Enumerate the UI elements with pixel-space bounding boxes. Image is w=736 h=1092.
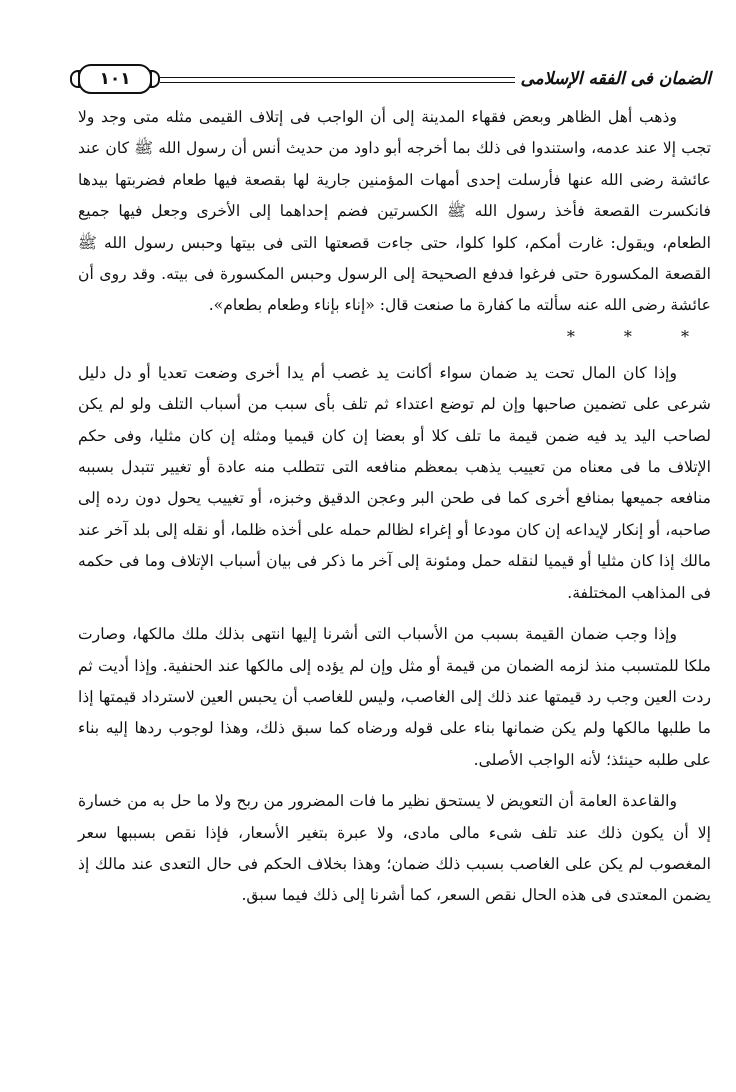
page-body [78,102,711,912]
book-title: الضمان فى الفقه الإسلامى [515,69,712,89]
running-header [78,62,711,96]
paragraph-general-rule: والقاعدة العامة أن التعويض لا يستحق نظير ما فات المضرور من ربح ولا ما حل به من خسارة إلا أن يكون ذلك عند تلف شىء مالى مادى، ولا عبرة بتغير الأسعار، فإذا نقص بسببها سعر المغصوب لم يكن على الغاصب بسبب ذلك ضمان؛ وهذا بخلاف الحكم فى حال التعدى عند مالك إذ يضمن المعتدى فى هذه الحال نقص السعر، كما أشرنا إلى ذلك فيما سبق. [78,792,711,905]
paragraph-guarantee-hand: وإذا كان المال تحت يد ضمان سواء أكانت يد غصب أم يدا أخرى وضعت تعديا أو دل دليل شرعى على تضمين صاحبها وإن لم توضع اعتداء ثم تلف بأى سبب من أسباب التلف ولو لم يكن لصاحب اليد يد فيه ضمن قيمة ما تلف كلا أو بعضا إن كان قيميا ومثله إن كان مثليا، وفى حكم الإتلاف ما فى معناه من تعييب يذهب بمعظم منافعه التى تتطلب منه عادة أو تغيير تتبدل بسببه منافعه جميعها بمنافع أخرى كما فى طحن البر وعجن الدقيق وخبزه، أو تغييب يحول دون رده إلى صاحبه، أو إنكار لإيداعه إن كان مودعا أو إغراء لظالم حمله على أخذه ظلما، أو نقله إلى بلد آخر عند مالك إذا كان مثليا أو قيميا لنقله حمل ومئونة إلى آخر ما ذكر فى بيان أسباب الإتلاف وما فى حكمه فى المذاهب المختلفة. [78,363,711,602]
paragraph-hadith: وذهب أهل الظاهر وبعض فقهاء المدينة إلى أن الواجب فى إتلاف القيمى مثله متى وجد ولا تجب إلا عند عدمه، واستندوا فى ذلك بما أخرجه أبو داود من حديث أنس أن رسول الله ﷺ كان عند عائشة رضى الله عنها فأرسلت إحدى أمهات المؤمنين جارية لها بقصعة فيها طعام فضربتها بيدها فانكسرت القصعة فأخذ رسول الله ﷺ الكسرتين فضم إحداهما إلى الأخرى وجعل فيها جميع الطعام، ويقول: غارت أمكم، كلوا كلوا، حتى جاءت قصعتها التى فى بيتها وحبس رسول الله ﷺ القصعة المكسورة حتى فرغوا فدفع الصحيحة إلى الرسول وحبس المكسورة فى بيته. وقد روى أن عائشة رضى الله عنه سألته ما كفارة ما صنعت قال: «إناء بإناء وطعام بطعام». [78,108,711,315]
page-number: ١٠١ [78,64,152,94]
section-separator: * * * [566,326,711,346]
book-page [78,62,711,922]
paragraph-value-ownership: وإذا وجب ضمان القيمة بسبب من الأسباب التى أشرنا إليها انتهى بذلك ملك مالكها، وصارت ملكا للمتسبب منذ لزمه الضمان من قيمة أو مثل وإن لم يؤده إلى مالكها عند الحنفية. وإذا أديت ثم ردت العين وجب رد قيمتها عند ذلك إلى الغاصب، وليس للغاصب أن يحبس العين لاسترداد قيمتها إذا ما طلبها مالكها ولم يكن ضمانها بناء على قوله ورضاه كما سبق ذلك، وهذا لوجوب ردها إليه بناء على طلبه حينئذ؛ لأنه الواجب الأصلى. [78,625,711,769]
